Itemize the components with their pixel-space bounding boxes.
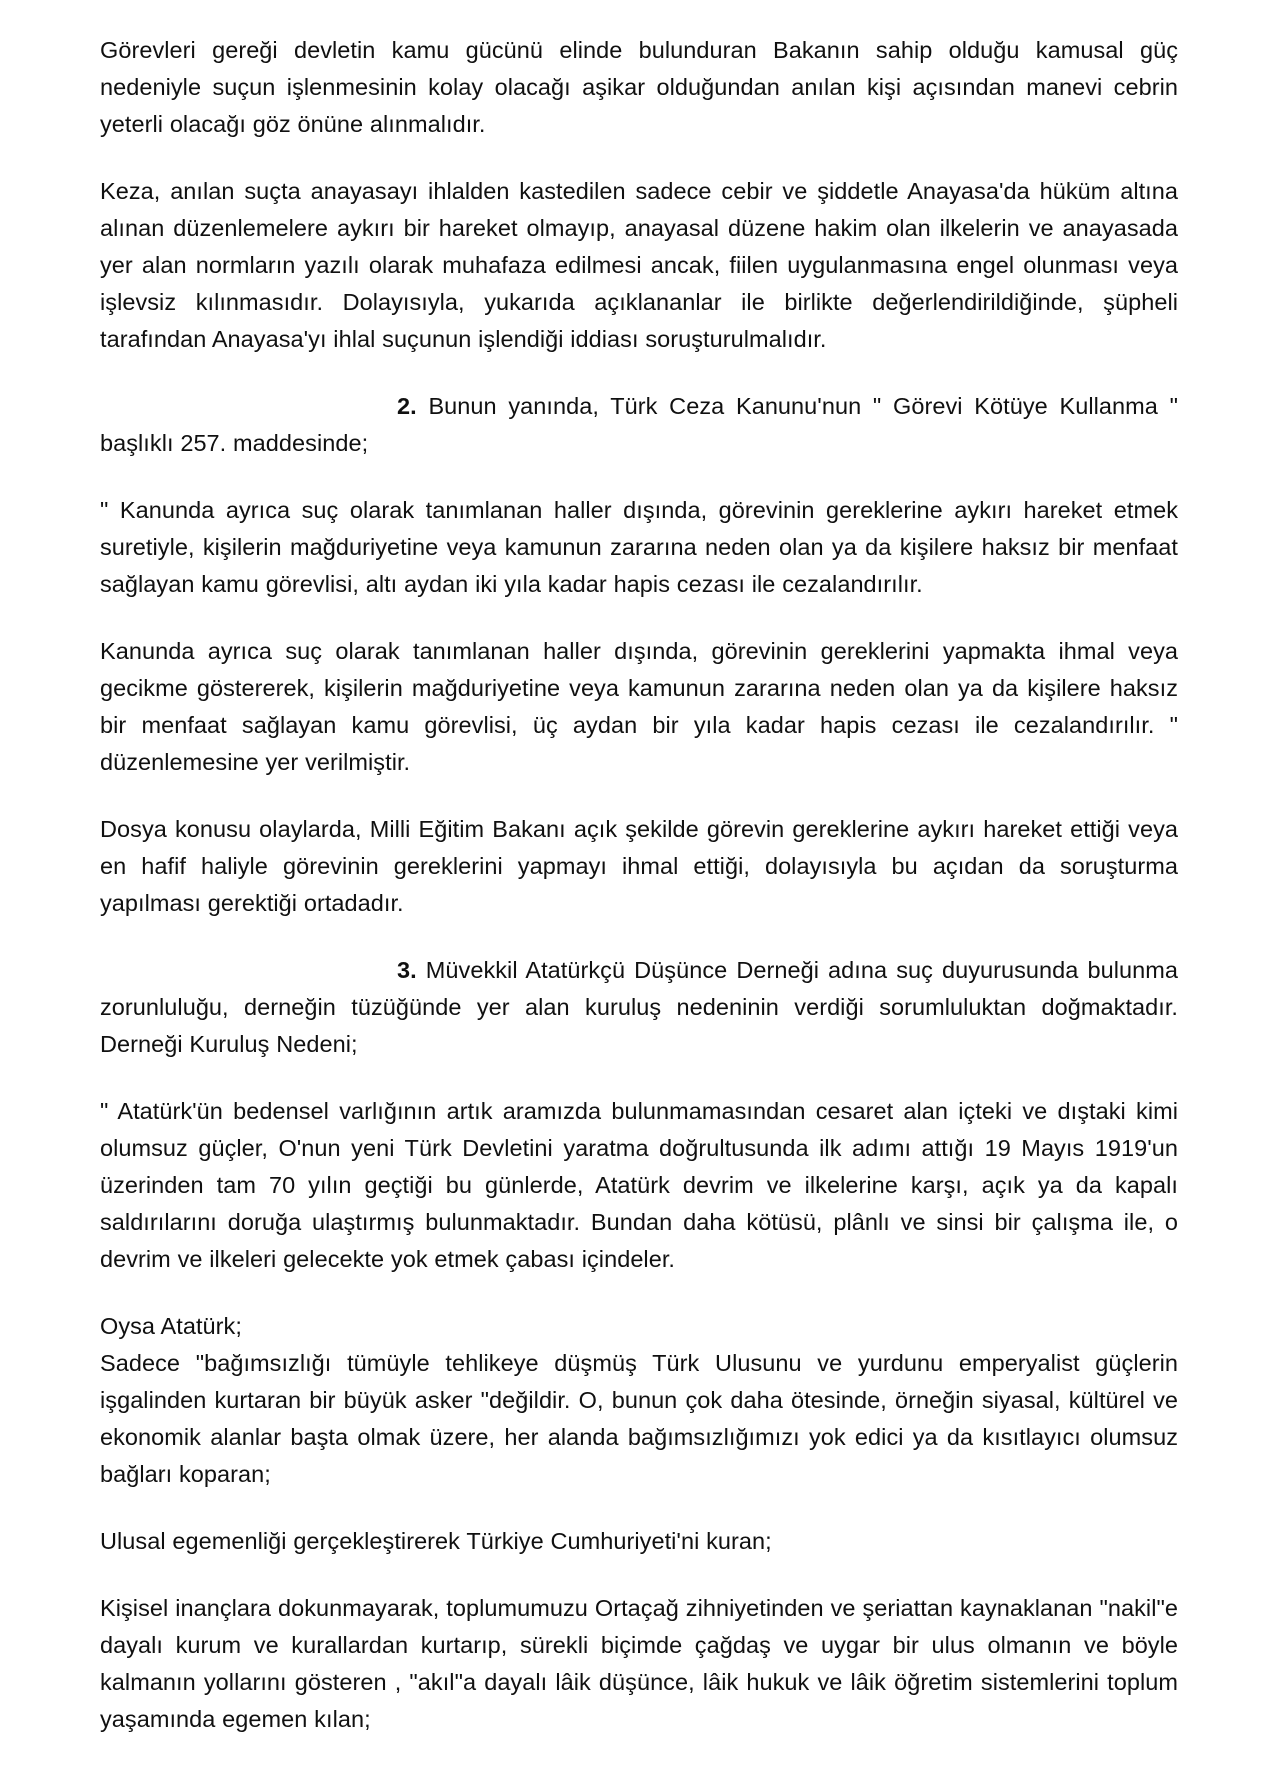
paragraph-2: Keza, anılan suçta anayasayı ihlalden kastedilen sadece cebir ve şiddetle Anayasa'da hüküm altına alınan düzenlemelere aykırı bir hareket olmayıp, anayasal düzene hakim olan ilkelerin ve anayasada yer alan normların yazılı olarak muhafaza edilmesi ancak, fiilen uygulanmasına engel olunması veya işlevsiz kılınmasıdır. Dolayısıyla, yukarıda açıklananlar ile birlikte değerlendirildiğinde, şüpheli tarafından Anayasa'yı ihlal suçunun işlendiği iddiası soruşturulmalıdır. (100, 178, 1178, 352)
paragraph-association-charter-quote: " Atatürk'ün bedensel varlığının artık aramızda bulunmamasından cesaret alan içteki ve dıştaki kimi olumsuz güçler, O'nun yeni Türk Devletini yaratma doğrultusunda ilk adımı attığı 19 Mayıs 1919'un üzerinden tam 70 yılın geçtiği bu günlerde, Atatürk devrim ve ilkelerine karşı, açık ya da kapalı saldırılarını doruğa ulaştırmış bulunmaktadır. Bundan daha kötüsü, plânlı ve sinsi bir çalışma ile, o devrim ve ilkeleri gelecekte yok etmek çabası içindeler. (100, 1098, 1178, 1272)
paragraph-ulusal-egemenlik: Ulusal egemenliği gerçekleştirerek Türkiye Cumhuriyeti'ni kuran; (100, 1528, 772, 1554)
document-body (100, 32, 1178, 1738)
paragraph-quoted-law-2: Kanunda ayrıca suç olarak tanımlanan haller dışında, görevinin gereklerini yapmakta ihmal veya gecikme göstererek, kişilerin mağduriyetine veya kamunun zararına neden olan ya da kişilere haksız bir menfaat sağlayan kamu görevlisi, üç aydan bir yıla kadar hapis cezası ile cezalandırılır. " düzenlemesine yer verilmiştir. (100, 638, 1178, 775)
item-number-2: 2. (397, 393, 417, 419)
paragraph-oysa-ataturk: Oysa Atatürk; (100, 1313, 242, 1339)
numbered-paragraph-3-text: Müvekkil Atatürkçü Düşünce Derneği adına suç duyurusunda bulunma zorunluluğu, derneğin tüzüğünde yer alan kuruluş nedeninin verdiği sorumluluktan doğmaktadır. Derneği Kuruluş Nedeni; (100, 957, 1178, 1057)
numbered-paragraph-2 (100, 388, 1178, 462)
numbered-paragraph-2-text: Bunun yanında, Türk Ceza Kanunu'nun " Görevi Kötüye Kullanma " başlıklı 257. maddesinde; (100, 393, 1178, 456)
paragraph-case-assessment: Dosya konusu olaylarda, Milli Eğitim Bakanı açık şekilde görevin gereklerine aykırı hareket ettiği veya en hafif haliyle görevinin gereklerini yapmayı ihmal ettiği, dolayısıyla bu açıdan da soruşturma yapılması gerektiği ortadadır. (100, 816, 1178, 916)
numbered-paragraph-3 (100, 952, 1178, 1063)
item-number-3: 3. (397, 957, 417, 983)
paragraph-quoted-law-1: " Kanunda ayrıca suç olarak tanımlanan haller dışında, görevinin gereklerine aykırı hareket etmek suretiyle, kişilerin mağduriyetine veya kamunun zararına neden olan ya da kişilere haksız bir menfaat sağlayan kamu görevlisi, altı aydan iki yıla kadar hapis cezası ile cezalandırılır. (100, 497, 1178, 597)
paragraph-sadece-bagimsizligi: Sadece "bağımsızlığı tümüyle tehlikeye düşmüş Türk Ulusunu ve yurdunu emperyalist güçlerin işgalinden kurtaran bir büyük asker "değildir. O, bunun çok daha ötesinde, örneğin siyasal, kültürel ve ekonomik alanlar başta olmak üzere, her alanda bağımsızlığımızı yok edici ya da kısıtlayıcı olumsuz bağları koparan; (100, 1350, 1178, 1487)
paragraph-kisisel-inanclar: Kişisel inançlara dokunmayarak, toplumumuzu Ortaçağ zihniyetinden ve şeriattan kaynaklanan "nakil"e dayalı kurum ve kurallardan kurtarıp, sürekli biçimde çağdaş ve uygar bir ulus olmanın ve böyle kalmanın yollarını gösteren , "akıl"a dayalı lâik düşünce, lâik hukuk ve lâik öğretim sistemlerini toplum yaşamında egemen kılan; (100, 1595, 1178, 1732)
paragraph-1: Görevleri gereği devletin kamu gücünü elinde bulunduran Bakanın sahip olduğu kamusal güç nedeniyle suçun işlenmesinin kolay olacağı aşikar olduğundan anılan kişi açısından manevi cebrin yeterli olacağı göz önüne alınmalıdır. (100, 37, 1178, 137)
